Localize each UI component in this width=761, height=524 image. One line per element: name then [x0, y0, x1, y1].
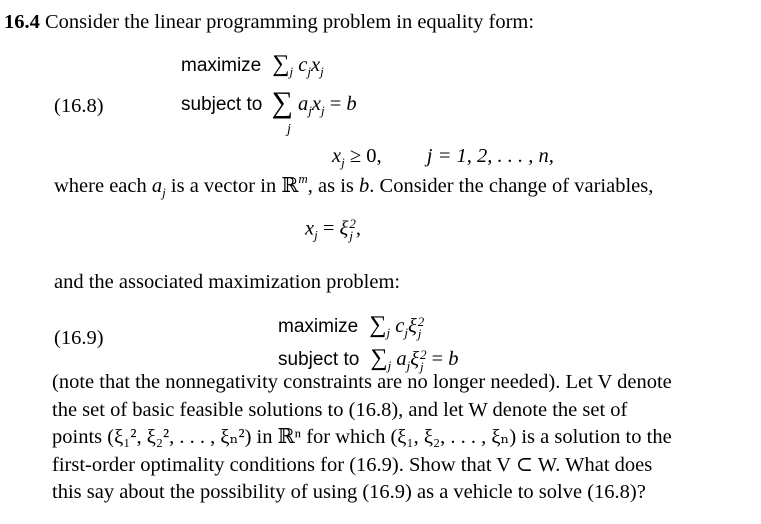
- problem-intro: Consider the linear programming problem in equality form:: [45, 11, 535, 33]
- eq2-objective-row: [278, 313, 424, 340]
- eq2-maximize-label: maximize: [278, 316, 359, 337]
- equation-16-8-tag: (16.8): [54, 95, 104, 117]
- problem-statement-paragraph: [52, 369, 722, 507]
- associated-problem-text: and the associated maximization problem:: [54, 271, 401, 293]
- eq1-objective-formula: $\sum_j$ $c_jx_j$: [272, 51, 324, 79]
- eq2-constraint-formula: $\sum_j$ $a_j\xi$ 2 j = b: [370, 345, 459, 374]
- problem-number: 16.4: [4, 11, 40, 33]
- paragraph-line: (note that the nonnegativity constraints are no longer needed). Let V denote: [52, 371, 672, 393]
- eq1-maximize-label: maximize: [181, 55, 262, 76]
- paragraph-line: the set of basic feasible solutions to (16.8), and let W denote the set of: [52, 398, 628, 421]
- eq1-index-range: j = 1, 2, . . . , n,: [426, 145, 554, 167]
- paragraph-line: this say about the possibility of using (16.9) as a vehicle to solve (16.8)?: [52, 481, 646, 503]
- eq1-nonneg-row: $x_j \ge 0$, j = 1, 2, . . . , n,: [332, 145, 554, 170]
- eq1-sum-index: j: [287, 122, 291, 137]
- eq1-constraint-formula: ∑ $a_jx_j = b$: [271, 86, 357, 119]
- eq1-subject-to-label: subject to: [181, 94, 263, 115]
- eq2-subject-to-label: subject to: [278, 349, 360, 370]
- paragraph-line: points (ξ₁², ξ₂², . . . , ξₙ²) in ℝⁿ for which (ξ₁, ξ₂, . . . , ξₙ) is a solution to the: [52, 426, 672, 448]
- change-of-variables-formula: $x_j = \xi$ 2 j ,: [305, 216, 361, 244]
- eq1-constraint-row: [181, 86, 357, 117]
- equation-16-9-tag: (16.9): [54, 327, 104, 349]
- where-line: where each $a_j$ is a vector in ℝ$^m$, as is b. Consider the change of variables,: [54, 171, 654, 200]
- problem-heading: [4, 12, 534, 33]
- eq2-objective-formula: $\sum_j$ $c_j\xi$ 2 j: [369, 312, 425, 341]
- paragraph-line: first-order optimality conditions for (16.9). Show that V ⊂ W. What does: [52, 453, 653, 476]
- eq1-objective-row: [181, 52, 324, 78]
